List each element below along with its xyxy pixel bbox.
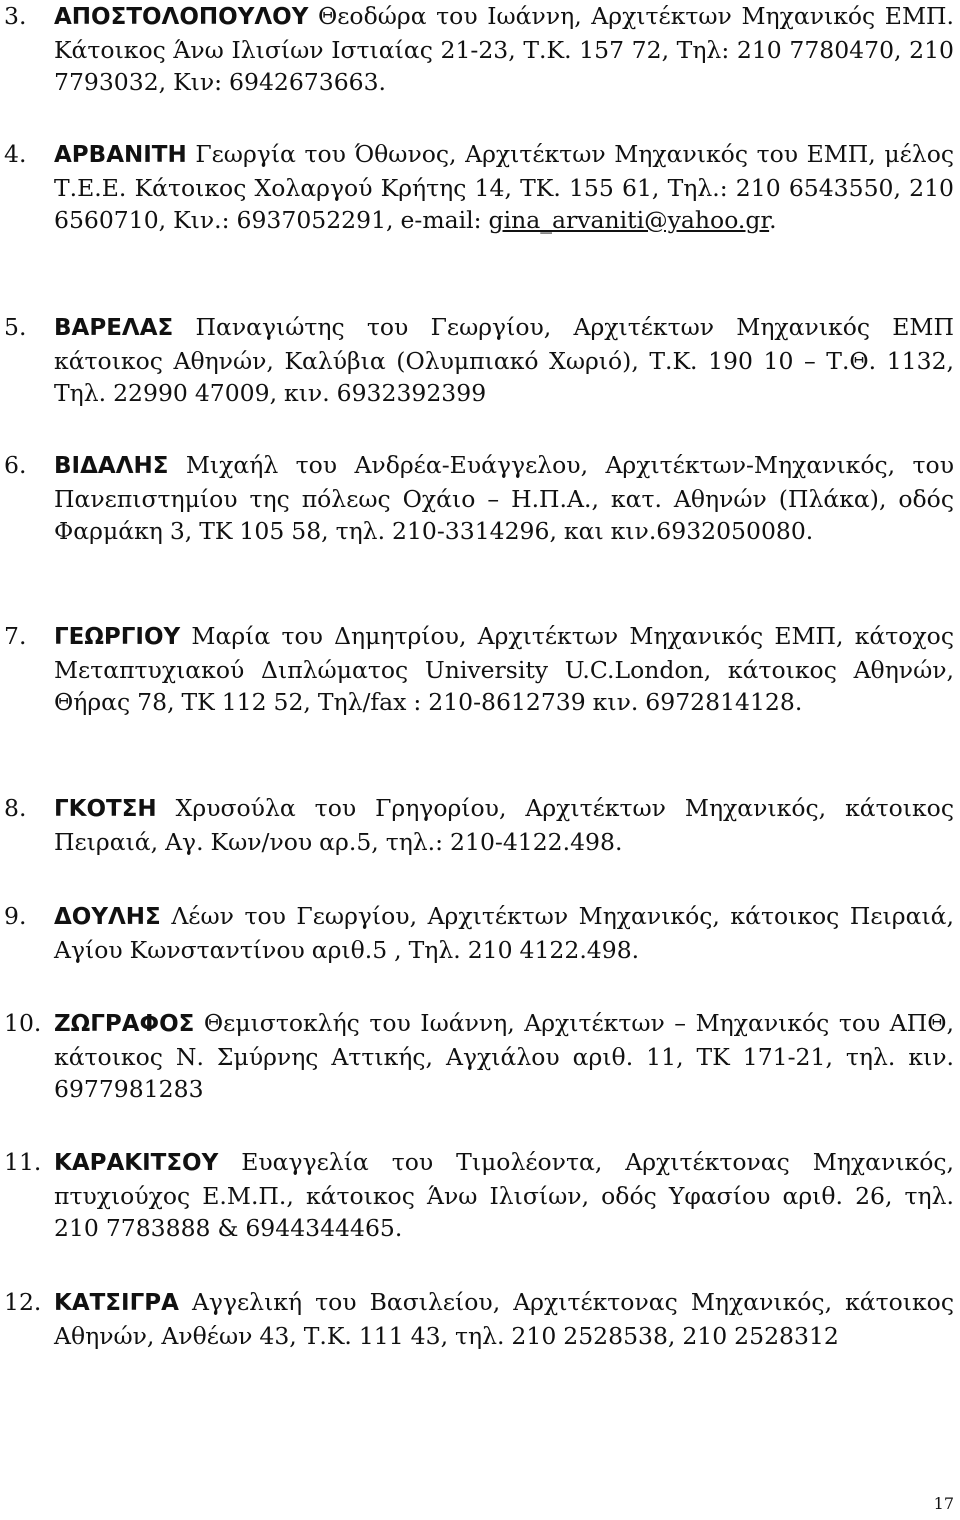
person-name: ΒΙΔΑΛΗΣ [54, 453, 169, 479]
person-name: ΓΚΟΤΣΗ [54, 796, 157, 822]
person-name: ΓΕΩΡΓΙΟΥ [54, 624, 181, 650]
item-number: 3. [4, 2, 27, 30]
person-name: ΚΑΡΑΚΙΤΣΟΥ [54, 1150, 219, 1176]
person-name: ΖΩΓΡΑΦΟΣ [54, 1011, 195, 1037]
item-number: 12. [4, 1288, 42, 1316]
person-name: ΑΠΟΣΤΟΛΟΠΟΥΛΟΥ [54, 4, 309, 30]
person-details: Λέων του Γεωργίου, Αρχιτέκτων Μηχανικός, κάτοικος Πειραιά, Αγίου Κωνσταντίνου αριθ.5 , Τηλ. 210 4122.498. [54, 902, 954, 964]
person-details: Γεωργία του Όθωνος, Αρχιτέκτων Μηχανικός του ΕΜΠ, μέλος Τ.Ε.Ε. Κάτοικος Χολαργού Κρήτης 14, ΤΚ. 155 61, Τηλ.: 210 6543550, 210 6560710, Κιν.: 6937052291, e-mail: [54, 140, 954, 234]
item-text [54, 449, 954, 548]
page-number: 17 [933, 1494, 954, 1513]
email-link[interactable]: gina_arvaniti@yahoo.gr [488, 206, 770, 234]
person-name: ΑΡΒΑΝΙΤΗ [54, 142, 187, 168]
email-suffix: . [769, 206, 777, 234]
item-text [54, 0, 954, 99]
item-text [54, 620, 954, 719]
list-item [4, 1146, 954, 1245]
person-name: ΒΑΡΕΛΑΣ [54, 315, 174, 341]
person-details: Αγγελική του Βασιλείου, Αρχιτέκτονας Μηχανικός, κάτοικος Αθηνών, Ανθέων 43, Τ.Κ. 111 43, τηλ. 210 2528538, 210 2528312 [54, 1288, 954, 1350]
list-item [4, 449, 954, 548]
person-details: Παναγιώτης του Γεωργίου, Αρχιτέκτων Μηχανικός ΕΜΠ κάτοικος Αθηνών, Καλύβια (Ολυμπιακό Χωριό), Τ.Κ. 190 10 – Τ.Θ. 1132, Τηλ. 22990 47009, κιν. 6932392399 [54, 313, 954, 407]
person-details: Χρυσούλα του Γρηγορίου, Αρχιτέκτων Μηχανικός, κάτοικος Πειραιά, Αγ. Κων/νου αρ.5, τηλ.: 210-4122.498. [54, 794, 954, 856]
person-details: Θεμιστοκλής του Ιωάννη, Αρχιτέκτων – Μηχανικός του ΑΠΘ, κάτοικος Ν. Σμύρνης Αττικής, Αγχιάλου αριθ. 11, ΤΚ 171-21, τηλ. κιν. 6977981283 [54, 1009, 954, 1103]
item-text [54, 138, 954, 237]
item-number: 11. [4, 1148, 42, 1176]
list-item [4, 1007, 954, 1106]
item-number: 6. [4, 451, 27, 479]
list-item [4, 0, 954, 99]
item-text [54, 1146, 954, 1245]
person-details: Θεοδώρα του Ιωάννη, Αρχιτέκτων Μηχανικός ΕΜΠ. Κάτοικος Άνω Ιλισίων Ιστιαίας 21-23, Τ.Κ. 157 72, Τηλ: 210 7780470, 210 7793032, Κιν: 6942673663. [54, 2, 954, 96]
list-item [4, 311, 954, 410]
item-text [54, 900, 954, 966]
item-number: 10. [4, 1009, 42, 1037]
item-text [54, 311, 954, 410]
list-item [4, 1286, 954, 1352]
item-number: 4. [4, 140, 27, 168]
person-details: Μαρία του Δημητρίου, Αρχιτέκτων Μηχανικός ΕΜΠ, κάτοχος Μεταπτυχιακού Διπλώματος University U.C.London, κάτοικος Αθηνών, Θήρας 78, ΤΚ 112 52, Τηλ/fax : 210-8612739 κιν. 6972814128. [54, 622, 954, 716]
list-item [4, 620, 954, 719]
list-item [4, 900, 954, 966]
list-item [4, 138, 954, 237]
item-text [54, 1007, 954, 1106]
item-number: 8. [4, 794, 27, 822]
item-number: 9. [4, 902, 27, 930]
person-name: ΚΑΤΣΙΓΡΑ [54, 1290, 179, 1316]
person-name: ΔΟΥΛΗΣ [54, 904, 161, 930]
item-number: 7. [4, 622, 27, 650]
item-text [54, 792, 954, 858]
item-text [54, 1286, 954, 1352]
person-details: Ευαγγελία του Τιμολέοντα, Αρχιτέκτονας Μηχανικός, πτυχιούχος Ε.Μ.Π., κάτοικος Άνω Ιλισίων, οδός Υφασίου αριθ. 26, τηλ. 210 7783888 & 6944344465. [54, 1148, 954, 1242]
item-number: 5. [4, 313, 27, 341]
person-details: Μιχαήλ του Ανδρέα-Ευάγγελου, Αρχιτέκτων-Μηχανικός, του Πανεπιστημίου της πόλεως Οχάιο – Η.Π.Α., κατ. Αθηνών (Πλάκα), οδός Φαρμάκη 3, ΤΚ 105 58, τηλ. 210-3314296, και κιν.6932050080. [54, 451, 954, 545]
list-item [4, 792, 954, 858]
